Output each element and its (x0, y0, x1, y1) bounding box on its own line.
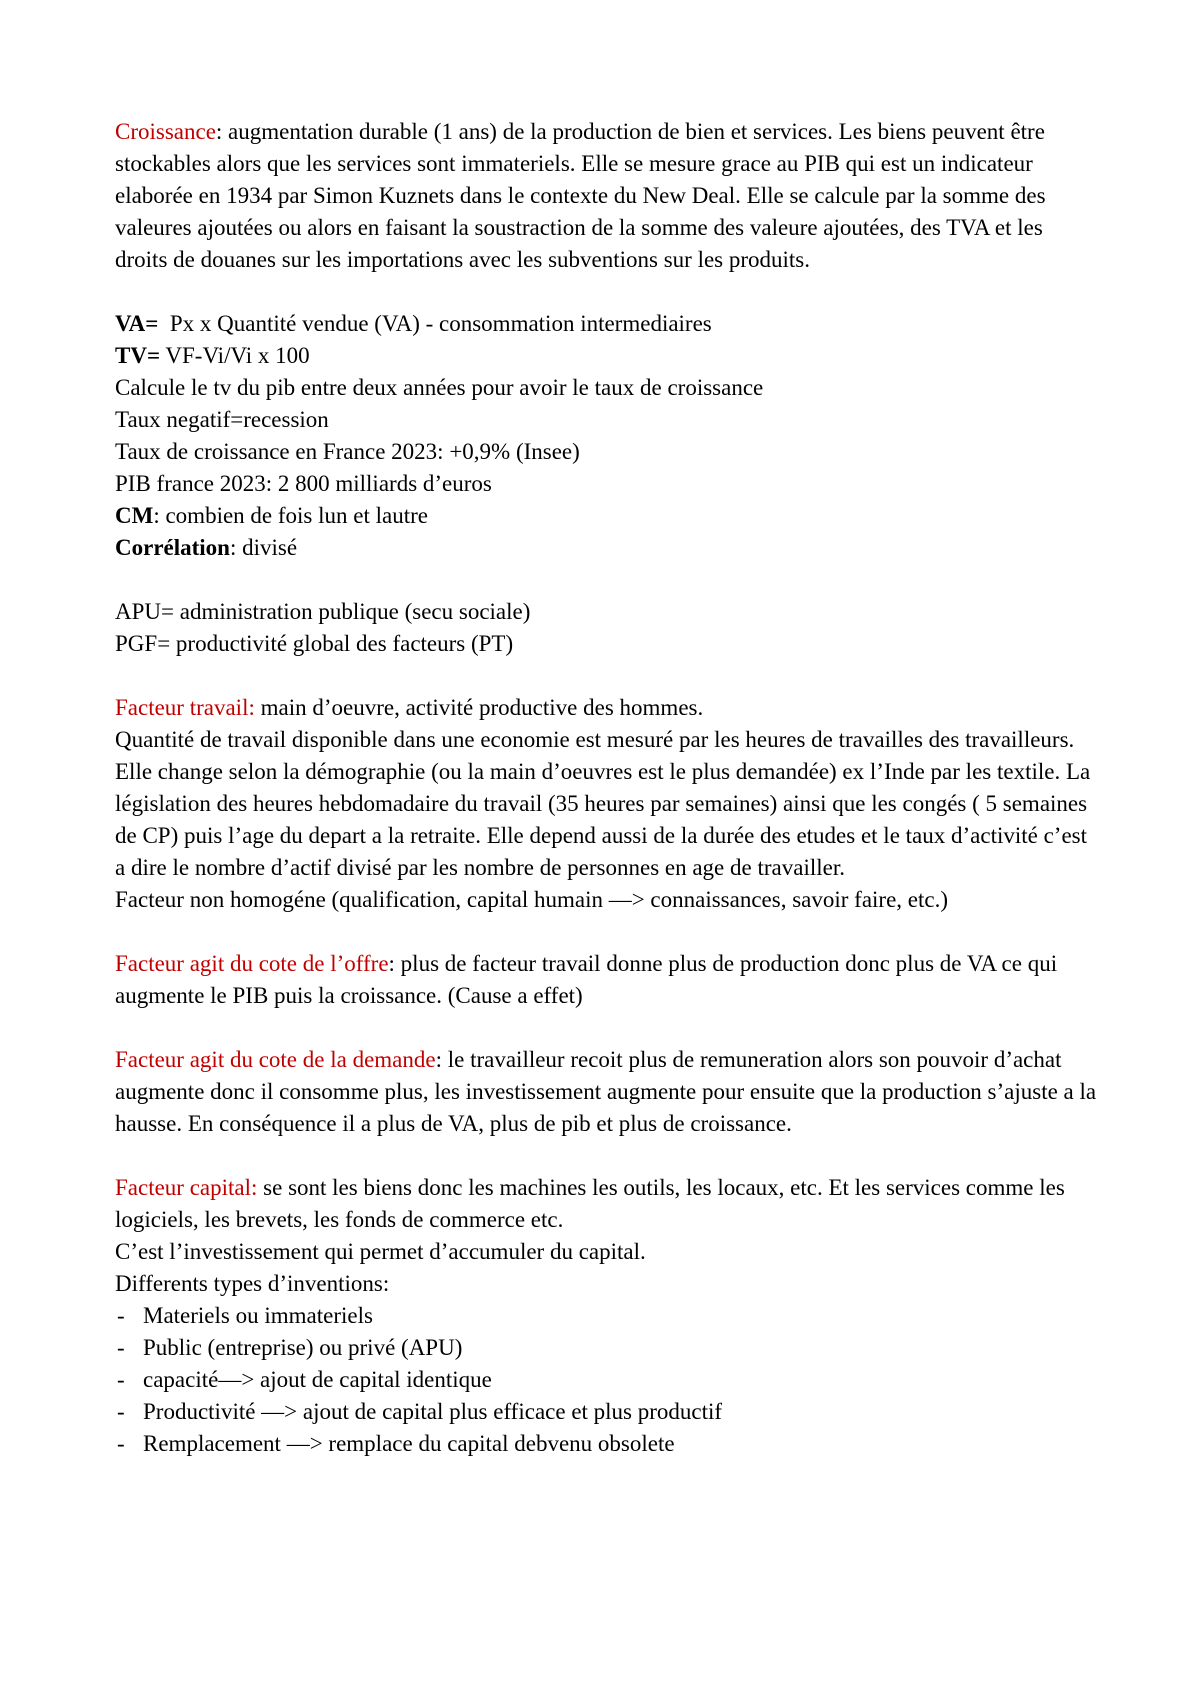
line-cm (115, 500, 1100, 532)
text-offre: : plus de facteur travail donne plus de production donc plus de VA ce qui augmente le PIB puis la croissance. (Cause a effet) (115, 951, 1058, 1008)
paragraph-offre (115, 948, 1100, 1012)
list-types-capital (115, 1300, 1100, 1460)
text-facteur-travail: main d’oeuvre, activité productive des hommes. (254, 695, 704, 720)
label-va: VA= (115, 311, 159, 336)
label-correlation: Corrélation (115, 535, 230, 560)
formula-tv (115, 340, 1100, 372)
label-cm: CM (115, 503, 154, 528)
term-demande: Facteur agit du cote de la demande (115, 1047, 436, 1072)
list-item: - Productivité —> ajout de capital plus efficace et plus productif (115, 1396, 1100, 1428)
line-investissement: C’est l’investissement qui permet d’accumuler du capital. (115, 1239, 646, 1264)
list-item: - Public (entreprise) ou privé (APU) (115, 1332, 1100, 1364)
line-taux-france: Taux de croissance en France 2023: +0,9% (Insee) (115, 439, 580, 464)
paragraph-facteur-capital (115, 1172, 1100, 1236)
line-apu: APU= administration publique (secu sociale) (115, 599, 531, 624)
spacer (115, 1012, 1100, 1044)
document-body (115, 116, 1100, 1460)
text-correlation: : divisé (229, 535, 298, 560)
term-offre: Facteur agit du cote de l’offre (115, 951, 389, 976)
spacer (115, 1140, 1100, 1172)
label-tv: TV= (115, 343, 161, 368)
line-taux-negatif: Taux negatif=recession (115, 407, 329, 432)
term-facteur-capital: Facteur capital: (115, 1175, 258, 1200)
text-tv: VF-Vi/Vi x 100 (160, 343, 310, 368)
text-facteur-capital: se sont les biens donc les machines les outils, les locaux, etc. Et les services comme les logiciels, les brevets, les fonds de commerce etc. (115, 1175, 1065, 1232)
spacer (115, 276, 1100, 308)
line-correlation (115, 532, 1100, 564)
spacer (115, 660, 1100, 692)
text-cm: : combien de fois lun et lautre (153, 503, 428, 528)
term-croissance: Croissance (115, 119, 216, 144)
list-item: - Materiels ou immateriels (115, 1300, 1100, 1332)
formula-va (115, 308, 1100, 340)
text-croissance: : augmentation durable (1 ans) de la production de bien et services. Les biens peuvent être stockables alors que les services sont immateriels. Elle se mesure grace au PIB qui est un indicateur elaborée en 1934 par Simon Kuznets dans le contexte du New Deal. Elle se calcule par la somme des valeures ajoutées ou alors en faisant la soustraction de la somme des valeure ajoutées, des TVA et les droits de douanes sur les importations avec les subventions sur les produits. (115, 119, 1046, 272)
paragraph-quantite-travail: Quantité de travail disponible dans une economie est mesuré par les heures de travailles des travailleurs. Elle change selon la démographie (ou la main d’oeuvres est le plus demandée) ex l’Inde par les textile. La législation des heures hebdomadaire du travail (35 heures par semaines) ainsi que les congés ( 5 semaines de CP) puis l’age du depart a la retraite. Elle depend aussi de la durée des etudes et le taux d’activité c’est a dire le nombre d’actif divisé par les nombre de personnes en age de travailler. (115, 727, 1091, 880)
paragraph-croissance (115, 116, 1100, 276)
line-facteur-non-homogene: Facteur non homogéne (qualification, capital humain —> connaissances, savoir faire, etc.) (115, 887, 949, 912)
list-item: - Remplacement —> remplace du capital debvenu obsolete (115, 1428, 1100, 1460)
text-demande: : le travailleur recoit plus de remuneration alors son pouvoir d’achat augmente donc il consomme plus, les investissement augmente pour ensuite que la production s’ajuste a la hausse. En conséquence il a plus de VA, plus de pib et plus de croissance. (115, 1047, 1097, 1136)
line-types-inventions: Differents types d’inventions: (115, 1271, 390, 1296)
line-pib-france: PIB france 2023: 2 800 milliards d’euros (115, 471, 492, 496)
line-pgf: PGF= productivité global des facteurs (PT) (115, 631, 514, 656)
term-facteur-travail: Facteur travail: (115, 695, 255, 720)
spacer (115, 916, 1100, 948)
paragraph-demande (115, 1044, 1100, 1140)
paragraph-facteur-travail (115, 692, 1100, 724)
list-item: - capacité—> ajout de capital identique (115, 1364, 1100, 1396)
spacer (115, 564, 1100, 596)
text-va: Px x Quantité vendue (VA) - consommation intermediaires (158, 311, 712, 336)
line-calcule: Calcule le tv du pib entre deux années pour avoir le taux de croissance (115, 375, 764, 400)
